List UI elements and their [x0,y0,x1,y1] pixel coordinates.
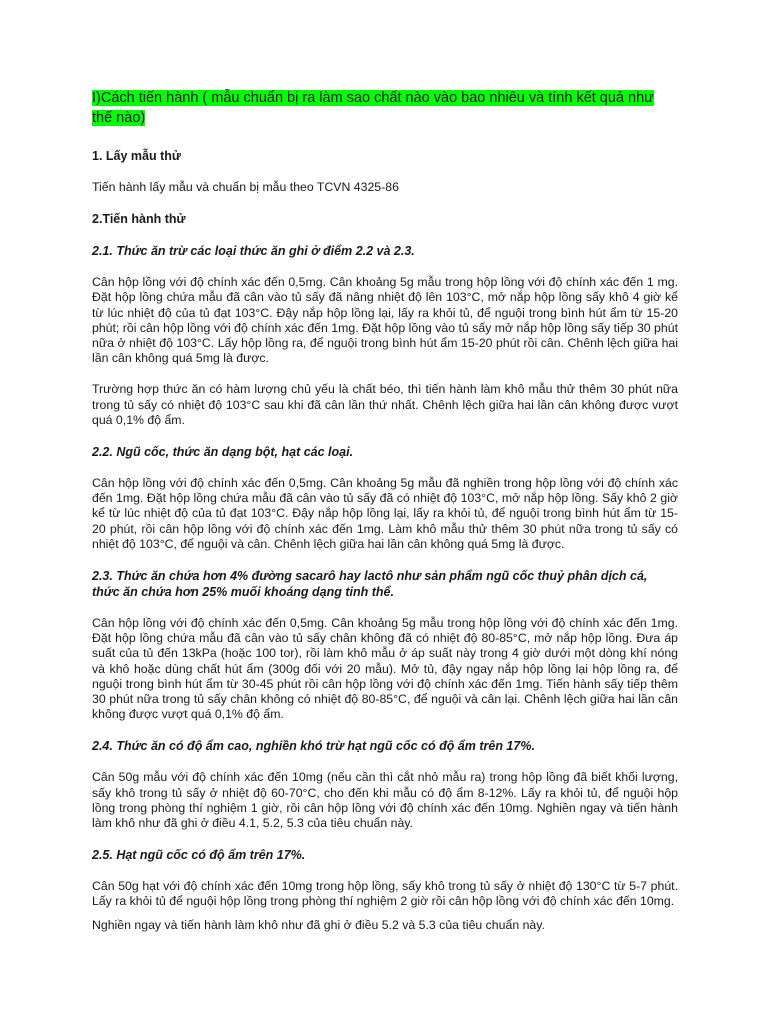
section-2-5-heading: 2.5. Hạt ngũ cốc có độ ẩm trên 17%. [92,848,306,863]
document-title [92,88,678,128]
section-2-4-paragraph-1: Cân 50g mẫu với độ chính xác đến 10mg (nếu cần thì cắt nhỏ mẫu ra) trong hộp lồng đã biết khối lượng, sấy khô trong tủ sấy ở nhiệt độ 60-70°C, cho đến khi mẫu có độ ẩm 8-12%. Lấy ra khỏi tủ, để nguội hộp lồng trong phòng thí nghiệm 1 giờ, rồi cân hộp lồng với độ chính xác đến 10mg. Nghiền ngay và tiến hành làm khô như đã ghi ở điều 4.1, 5.2, 5.3 của tiêu chuẩn này. [92,770,678,831]
section-1-heading: 1. Lấy mẫu thử [92,149,181,163]
section-2-2-paragraph-1: Cân hộp lồng với độ chính xác đến 0,5mg. Cân khoảng 5g mẫu đã nghiền trong hộp lồng với độ chính xác đến 1mg. Đặt hộp lồng chứa mẫu đã cân vào tủ sấy đã có nhiệt độ 103°C, mở nắp hộp lồng. Sấy khô 2 giờ kể từ lúc nhiệt độ của tủ đạt 103°C. Đậy nắp hộp lồng lại, lấy ra khỏi tủ, để nguội trong bình hút ẩm từ 15-20 phút, rồi cân hộp lồng với độ chính xác đến 1mg. Làm khô mẫu thử thêm 30 phút nữa trong tủ sấy có nhiệt độ 103°C, để nguội và cân. Chênh lệch giữa hai lần cân không quá 5mg là được. [92,476,678,551]
section-2-1-heading: 2.1. Thức ăn trừ các loại thức ăn ghi ở điểm 2.2 và 2.3. [92,244,415,259]
section-2-2-heading: 2.2. Ngũ cốc, thức ăn dạng bột, hạt các loại. [92,445,354,460]
section-2-5-paragraph-1: Cân 50g hạt với độ chính xác đến 10mg trong hộp lồng, sấy khô trong tủ sấy ở nhiệt độ 130°C từ 5-7 phút. Lấy ra khỏi tủ để nguội hộp lồng trong phòng thí nghiệm 2 giờ rồi cân hộp lồng với độ chính xác đến 10mg. [92,879,678,909]
document-page [92,88,678,949]
section-2-heading: 2.Tiến hành thử [92,212,186,227]
section-2-3-paragraph-1: Cân hộp lồng với độ chính xác đến 0,5mg. Cân khoảng 5g mẫu trong hộp lồng với độ chính xác đến 1mg. Đặt hộp lồng chứa mẫu đã cân vào tủ sấy chân không đã có nhiệt độ 80-85°C, mở nắp hộp lồng. Đưa áp suất của tủ đến 13kPa (hoặc 100 tor), rồi làm khô mẫu ở áp suất này trong 4 giờ dưới một dòng khí nóng và khô hoặc dùng chất hút ẩm (300g đối với 20 mẫu). Mở tủ, đậy ngay nắp hộp lồng lại hộp lồng ra, để nguội trong bình hút ẩm từ 30-45 phút rồi cân hộp lồng với độ chính xác đến 1mg. Tiến hành sấy tiếp thêm 30 phút nữa trong tủ sấy chân không có nhiệt độ 80-85°C, để nguội và cân lại. Chênh lệch giữa hai lần cân không được vượt quá 0,1% độ ẩm. [92,616,678,722]
section-2-3-heading: 2.3. Thức ăn chứa hơn 4% đường sacarô hay lactô như sản phẩm ngũ cốc thuỷ phân dịch cá, thức ăn chứa hơn 25% muối khoáng dạng tinh thể. [92,569,648,600]
section-2-1-paragraph-2: Trường hợp thức ăn có hàm lượng chủ yếu là chất béo, thì tiến hành làm khô mẫu thử thêm 30 phút nữa trong tủ sấy có nhiệt độ 103°C sau khi đã cân lần thứ nhất. Chênh lệch giữa hai lần cân không được vượt quá 0,1% độ ẩm. [92,382,678,427]
section-1-text: Tiến hành lấy mẫu và chuẩn bị mẫu theo TCVN 4325-86 [92,180,399,194]
section-2-4-heading: 2.4. Thức ăn có độ ẩm cao, nghiền khó trừ hạt ngũ cốc có độ ẩm trên 17%. [92,739,535,754]
highlighted-title-text: I)Cách tiến hành ( mẫu chuẩn bị ra làm sao chất nào vào bao nhiêu và tính kết quả như thế nào) [92,90,654,126]
section-2-5-paragraph-2: Nghiền ngay và tiến hành làm khô như đã ghi ở điều 5.2 và 5.3 của tiêu chuẩn này. [92,917,545,932]
section-2-1-paragraph-1: Cân hộp lồng với độ chính xác đến 0,5mg. Cân khoảng 5g mẫu trong hộp lồng với độ chính xác đến 1 mg. Đặt hộp lồng chứa mẫu đã cân vào tủ sấy đã nâng nhiệt độ lên 103°C, mở nắp hộp lồng sấy khô 4 giờ kể từ lúc nhiệt độ của tủ đạt 103°C. Đậy nắp hộp lồng lại, lấy ra khỏi tủ, để nguội trong bình hút ẩm từ 15-20 phút; rồi cân hộp lồng với độ chính xác đến 1mg. Đặt hộp lồng vào tủ sấy mở nắp hộp lồng sấy tiếp 30 phút nữa ở nhiệt độ 103°C. Lấy hộp lồng ra, để nguội trong bình hút ẩm 15-20 phút rồi cân. Chênh lệch giữa hai lần cân không quá 5mg là được. [92,275,678,366]
